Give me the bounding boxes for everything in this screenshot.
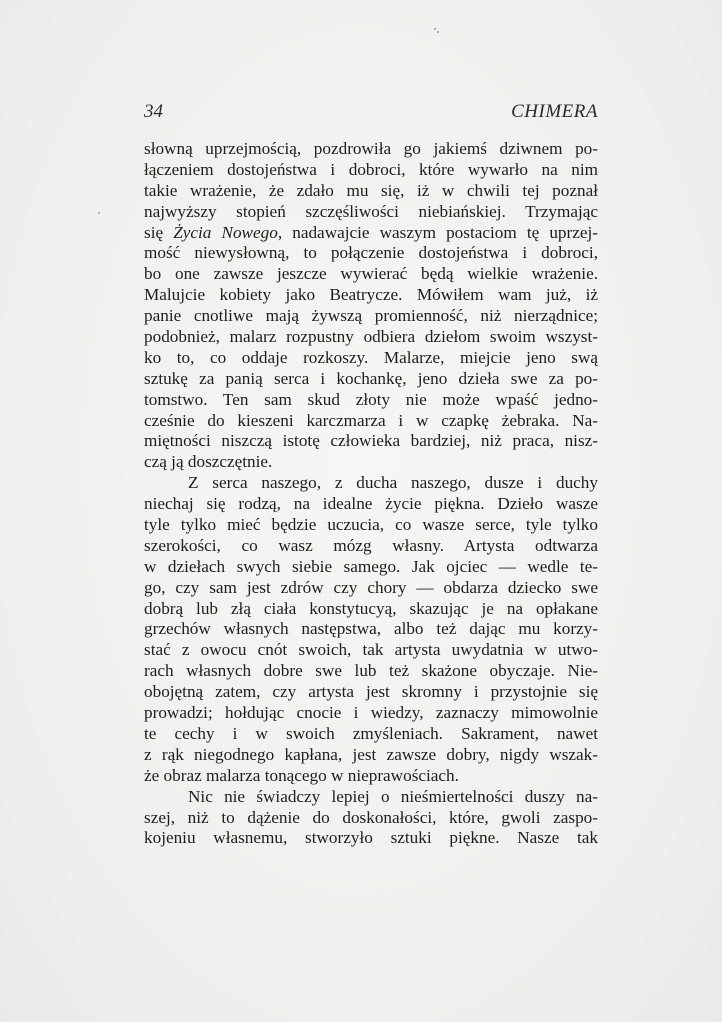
text-line: Malujcie kobiety jako Beatrycze. Mówiłem wam już, iż: [144, 285, 598, 305]
text-line: cześnie do kieszeni karczmarza i w czapkę żebraka. Na-: [144, 410, 598, 430]
ink-speck: [98, 212, 100, 214]
body-text: [144, 139, 598, 849]
text-line: kojeniu własnemu, stworzyło sztuki piękne. Nasze tak: [144, 828, 598, 848]
text-line: takie wrażenie, że zdało mu się, iż w chwili tej poznał: [144, 180, 598, 200]
text-segment: nadawajcie waszym postaciom tę uprzej-: [282, 222, 598, 242]
page-number: 34: [144, 101, 163, 122]
text-line: z rąk niegodnego kapłana, jest zawsze dobry, nigdy wszak-: [144, 744, 598, 764]
running-title: CHIMERA: [511, 101, 598, 122]
text-line: prowadzi; hołdując cnocie i wiedzy, zaznaczy mimowolnie: [144, 703, 598, 723]
text-line: dobrą lub złą ciała konstytucyą, skazując je na opłakane: [144, 598, 598, 618]
text-line: szej, niż to dążenie do doskonałości, które, gwoli zaspo-: [144, 807, 598, 827]
text-line: ko to, co oddaje rozkoszy. Malarze, miejcie jeno swą: [144, 347, 598, 367]
text-line: w dziełach swych siebie samego. Jak ojciec — wedle te-: [144, 556, 598, 576]
text-line: grzechów własnych następstwa, albo też dając mu korzy-: [144, 619, 598, 639]
ink-speck: [434, 28, 436, 30]
text-line: mość niewysłowną, to połączenie dostojeństwa i dobroci,: [144, 243, 598, 263]
book-title-italic: Życia Nowego,: [173, 222, 283, 242]
text-line: Z serca naszego, z ducha naszego, dusze i duchy: [188, 473, 598, 493]
text-line: go, czy sam jest zdrów czy chory — obdarza dziecko swe: [144, 577, 598, 597]
text-line: słowną uprzejmością, pozdrowiła go jakiemś dziwnem po-: [144, 139, 598, 158]
text-line: rach własnych dobre swe lub też skażone obyczaje. Nie-: [144, 661, 598, 681]
text-line: niechaj się rodzą, na idealne życie piękna. Dzieło wasze: [144, 494, 598, 514]
text-line: stać z owocu cnót swoich, tak artysta uwydatnia w utwo-: [144, 640, 598, 660]
text-line: te cechy i w swoich zmyśleniach. Sakrament, nawet: [144, 723, 598, 743]
text-line: Nic nie świadczy lepiej o nieśmiertelności duszy na-: [188, 786, 598, 806]
text-line: sztukę za panią serca i kochankę, jeno dzieła swe za po-: [144, 368, 598, 388]
text-line: obojętną zatem, czy artysta jest skromny i przystojnie się: [144, 682, 598, 702]
ink-speck: [437, 31, 439, 33]
text-line: najwyższy stopień szczęśliwości niebiańskiej. Trzymając: [144, 201, 598, 221]
running-head: [144, 101, 598, 125]
text-line: panie cnotliwe mają żywszą promienność, niż nierządnice;: [144, 306, 598, 326]
text-line: miętności niszczą istotę człowieka bardziej, niż praca, nisz-: [144, 431, 598, 451]
text-line: tyle tylko mieć będzie uczucia, co wasze serce, tyle tylko: [144, 515, 598, 535]
text-line: czą ją doszczętnie.: [144, 452, 273, 472]
text-line: bo one zawsze jeszcze wywierać będą wielkie wrażenie.: [144, 264, 598, 284]
text-line: że obraz malarza tonącego w nieprawościach.: [144, 765, 459, 785]
text-line: tomstwo. Ten sam skud złoty nie może wpaść jedno-: [144, 389, 598, 409]
text-line: podobnież, malarz rozpustny odbiera dziełom swoim wszyst-: [144, 327, 598, 347]
text-segment: się: [144, 222, 174, 242]
text-line: szerokości, co wasz mózg własny. Artysta odtwarza: [144, 535, 598, 555]
text-line: łączeniem dostojeństwa i dobroci, które wywarło na nim: [144, 159, 598, 179]
text-line: [144, 223, 598, 244]
